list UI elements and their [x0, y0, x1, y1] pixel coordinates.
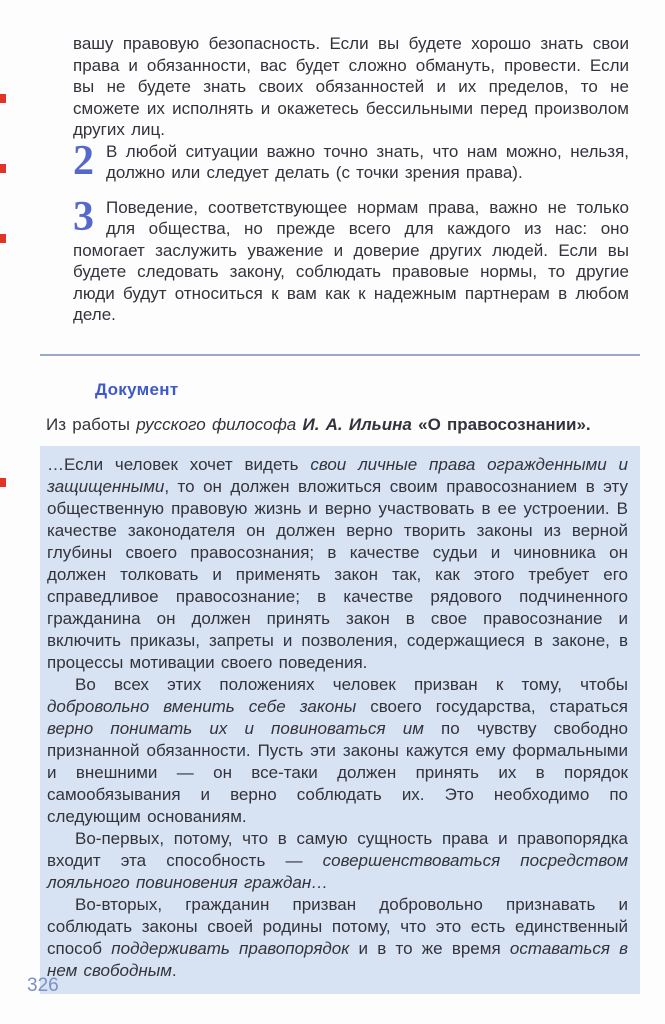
red-edge-mark	[0, 164, 6, 173]
document-source: Из работы русского философа И. А. Ильина «О правосознании».	[46, 414, 591, 434]
doc-paragraph-4: Во-вторых, гражданин призван добровольно признавать и соблюдать законы своей родины потому, что это есть единственный способ поддерживать правопорядок и в то же время оставаться в нем свободным.	[47, 894, 629, 980]
red-edge-mark	[0, 478, 6, 487]
red-edge-mark	[0, 234, 6, 243]
item-text-2: В любой ситуации важно точно знать, что нам можно, нельзя, должно или следует делать (с точки зрения права).	[106, 141, 629, 182]
numbered-item-2	[73, 137, 629, 184]
item-numeral-2: 2	[73, 137, 94, 184]
intro-section	[0, 0, 665, 326]
page-number: 326	[27, 975, 59, 996]
numbered-item-3	[73, 193, 629, 326]
red-edge-mark	[0, 94, 6, 103]
lead-paragraph: вашу правовую безопасность. Если вы будете хорошо знать свои права и обязанности, вас будет сложно обмануть, провести. Если вы не будете знать своих обязанностей и их пределов, то не сможете их исполнять и окажетесь бессильными перед произволом других лиц.	[73, 34, 629, 139]
doc-paragraph-3: Во-первых, потому, что в самую сущность права и правопорядка входит эта способность — совершенствоваться посредством лояльного повиновения граждан…	[47, 828, 628, 892]
item-text-3: Поведение, соответствующее нормам права, важно не только для общества, но прежде всего для каждого из нас: оно помогает заслужить уважение и доверие других людей. Если вы будете следовать закону, соблюдать правовые нормы, то другие люди будут относиться к вам как к надежным партнерам в любом деле.	[73, 197, 629, 324]
document-excerpt-box	[40, 446, 640, 994]
document-heading: Документ	[95, 379, 179, 399]
doc-paragraph-2: Во всех этих положениях человек призван к тому, чтобы добровольно вменить себе законы своего государства, стараться верно понимать их и повиноваться им по чувству свободно признанной обязанности. Пусть эти законы кажутся ему формальными и внешними — он все-таки должен принять их в порядок самообязывания и верно соблюдать их. Это необходимо по следующим основаниям.	[47, 674, 628, 826]
document-section	[40, 356, 640, 994]
item-numeral-3: 3	[73, 193, 94, 240]
doc-paragraph-1: …Если человек хочет видеть свои личные права огражденными и защищенными, то он должен вложиться своим правосознанием в эту общественную правовую жизнь и верно участвовать в ее устроении. В качестве законодателя он должен верно творить законы из верной глубины своего правосознания; в качестве судьи и чиновника он должен толковать и применять закон так, как этого требует его справедливое правосознание; в качестве рядового подчиненного гражданина он должен принять закон в свое правосознание и включить приказы, запреты и позволения, содержащиеся в законе, в процессы мотивации своего поведения.	[47, 454, 628, 672]
